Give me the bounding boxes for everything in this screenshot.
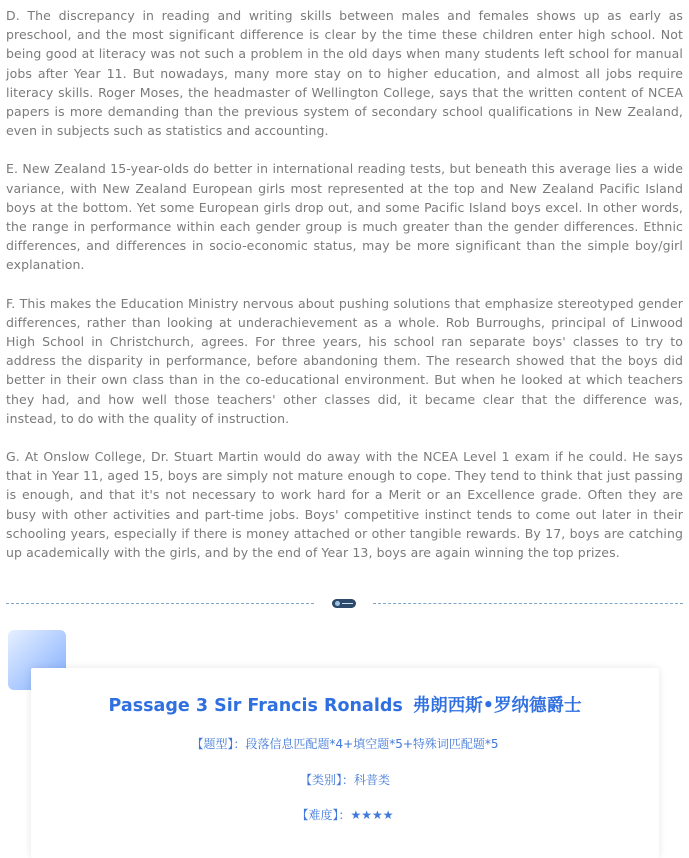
difficulty-stars: ：★★★★ — [338, 808, 394, 822]
paragraph-f: F. This makes the Education Ministry nervous about pushing solutions that emphasize stereotyped gender differences, rather than looking at underachievement as a whole. Rob Burroughs, principal of Linwood High School in Christchurch, agrees. For three years, his school ran separate boys' classes to try to address the disparity in performance, before abandoning them. The research showed that the boys did better in their own class than in the co-educational environment. But when he looked at which teachers they had, and how well those teachers' other classes did, it became clear that the difference was, instead, to do with the quality of instruction. — [6, 295, 683, 426]
category-label: 【类别】 — [299, 773, 342, 787]
passage-title-en: Passage 3 Sir Francis Ronalds — [108, 696, 403, 716]
divider-line-right — [373, 603, 683, 604]
passage-info-card — [31, 668, 659, 858]
difficulty-label: 【难度】 — [296, 808, 339, 822]
question-type-value: ：段落信息匹配题*4+填空题*5+特殊词匹配题*5 — [233, 737, 499, 751]
article-body — [6, 6, 683, 581]
section-divider — [6, 596, 683, 612]
passage-title — [31, 692, 659, 717]
category-value: ：科普类 — [342, 773, 391, 787]
paragraph-e: E. New Zealand 15-year-olds do better in international reading tests, but beneath this average lies a wide variance, with New Zealand European girls most represented at the top and New Zealand Pacific Island boys at the bottom. Yet some European girls drop out, and some Pacific Island boys excel. In other words, the range in performance within each gender group is much greater than the gender differences. Ethnic differences, and differences in socio-economic status, may be more significant than the simple boy/girl explanation. — [6, 161, 683, 273]
question-type-label: 【题型】 — [191, 737, 234, 751]
category-line — [31, 771, 659, 788]
divider-logo-icon — [332, 599, 356, 608]
paragraph-d: D. The discrepancy in reading and writing skills between males and females shows up as early as preschool, and the most significant difference is clear by the time these children enter high school. Not being good at literacy was not such a problem in the old days when many students left school for manual jobs after Year 11. But nowadays, many more stay on to higher education, and almost all jobs require literacy skills. Roger Moses, the headmaster of Wellington College, says that the written content of NCEA papers is more demanding than the previous system of secondary school qualifications in New Zealand, even in subjects such as statistics and accounting. — [6, 8, 683, 139]
difficulty-line — [31, 806, 659, 823]
divider-line-left — [6, 603, 314, 604]
question-type-line — [31, 735, 659, 752]
passage-title-cn: 弗朗西斯•罗纳德爵士 — [412, 696, 582, 716]
paragraph-g: G. At Onslow College, Dr. Stuart Martin would do away with the NCEA Level 1 exam if he could. He says that in Year 11, aged 15, boys are simply not mature enough to cope. They tend to think that just passing is enough, and that it's not necessary to work hard for a Merit or an Excellence grade. Often they are busy with other activities and part-time jobs. Boys' competitive instinct tends to come out later in their schooling years, especially if there is money attached or other tangible rewards. By 17, boys are catching up academically with the girls, and by the end of Year 13, boys are again winning the top prizes. — [6, 449, 683, 561]
